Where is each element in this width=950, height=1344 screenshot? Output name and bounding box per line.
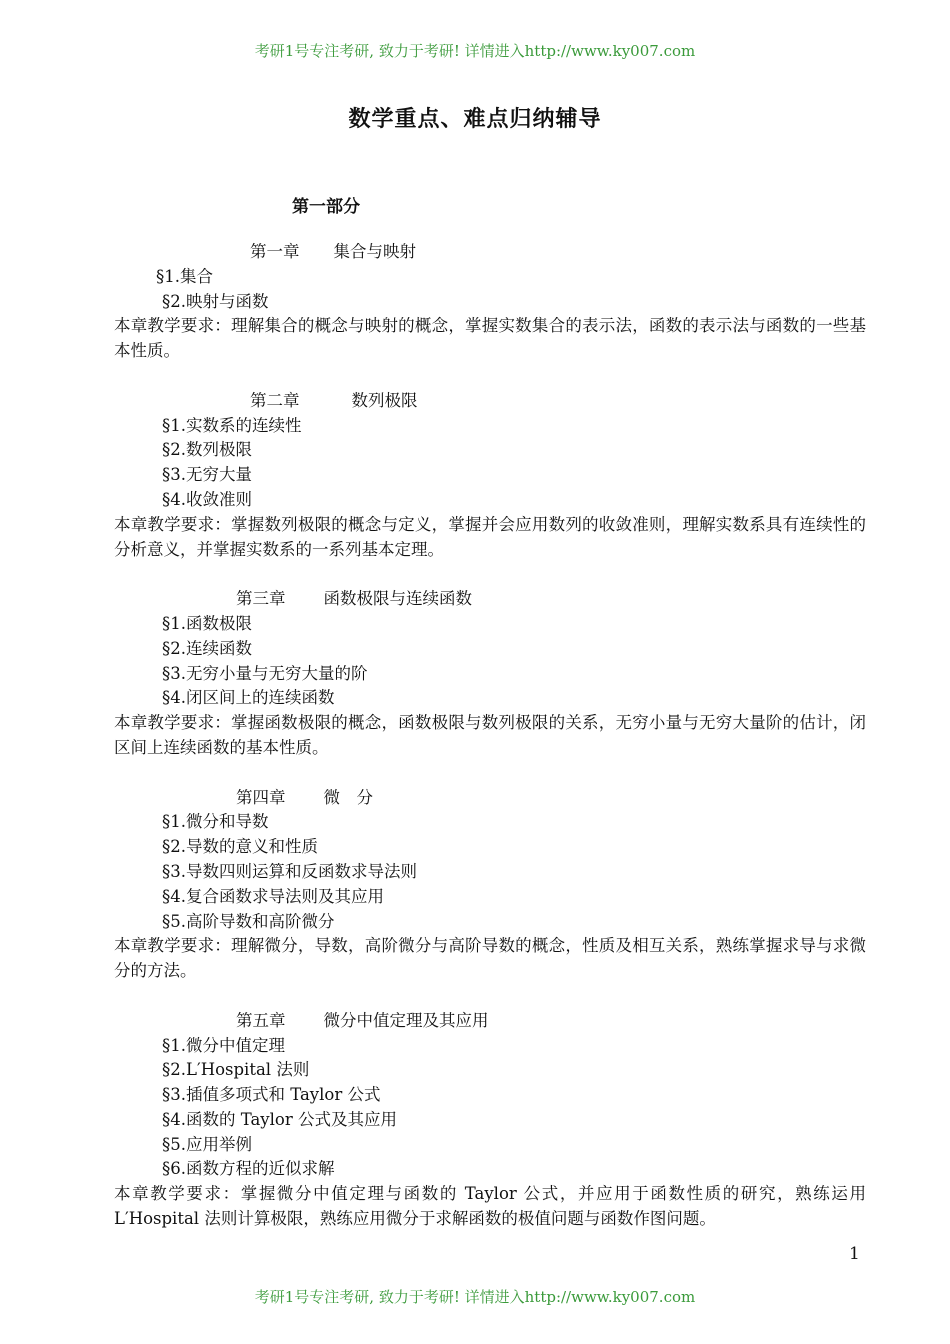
- section-item: §3.无穷小量与无穷大量的阶: [162, 663, 368, 683]
- chapter-heading: [114, 1009, 866, 1034]
- chapter-number: 第三章: [236, 589, 286, 609]
- chapter-heading: [114, 389, 866, 414]
- chapter-name: 函数极限与连续函数: [323, 589, 472, 609]
- chapter-requirement: 本章教学要求：掌握数列极限的概念与定义，掌握并会应用数列的收敛准则，理解实数系具有连续性的分析意义，并掌握实数系的一系列基本定理。: [114, 514, 866, 559]
- section-item: §1.微分和导数: [162, 812, 269, 832]
- section-item: §6.函数方程的近似求解: [162, 1159, 335, 1179]
- section-item: §2.数列极限: [162, 440, 252, 460]
- chapter-requirement: 本章教学要求：掌握函数极限的概念，函数极限与数列极限的关系，无穷小量与无穷大量阶的估计，闭区间上连续函数的基本性质。: [114, 713, 866, 757]
- chapter-2: [114, 389, 866, 563]
- chapter-heading: [114, 786, 866, 811]
- section-item: §1.集合: [156, 266, 213, 286]
- section-item: §2.映射与函数: [162, 291, 269, 311]
- section-item: §2.导数的意义和性质: [162, 837, 318, 857]
- chapter-1: [114, 240, 866, 364]
- section-item: §4.复合函数求导法则及其应用: [162, 886, 384, 906]
- chapter-name: 数列极限: [351, 390, 418, 410]
- section-item: §2.连续函数: [162, 638, 252, 658]
- section-item: §2.L′Hospital 法则: [162, 1060, 310, 1080]
- chapter-requirement: 本章教学要求：理解微分，导数，高阶微分与高阶导数的概念，性质及相互关系，熟练掌握求导与求微分的方法。: [114, 936, 866, 981]
- chapter-requirement: 本章教学要求：掌握微分中值定理与函数的 Taylor 公式，并应用于函数性质的研究，熟练运用 L′Hospital 法则计算极限，熟练应用微分于求解函数的极值问题与函数作图问题。: [114, 1184, 866, 1229]
- chapter-number: 第五章: [236, 1010, 286, 1030]
- chapter-name: 微 分: [323, 787, 373, 807]
- page-number: 1: [849, 1244, 860, 1264]
- chapter-number: 第二章: [250, 390, 300, 410]
- chapter-heading: [114, 587, 866, 612]
- section-item: §4.函数的 Taylor 公式及其应用: [162, 1109, 397, 1129]
- section-item: §1.函数极限: [162, 613, 252, 633]
- chapter-requirement: 本章教学要求：理解集合的概念与映射的概念，掌握实数集合的表示法，函数的表示法与函数的一些基本性质。: [114, 316, 866, 361]
- section-list: [114, 414, 866, 513]
- section-item: §3.插值多项式和 Taylor 公式: [162, 1085, 381, 1105]
- chapter-3: [114, 587, 866, 761]
- section-item: §5.应用举例: [162, 1134, 252, 1154]
- document-title: 数学重点、难点归纳辅导: [348, 106, 602, 132]
- section-item: §3.无穷大量: [162, 465, 252, 485]
- section-item: §4.收敛准则: [162, 489, 252, 509]
- footer-banner: 考研1号专注考研, 致力于考研! 详情进入http://www.ky007.com: [254, 1288, 696, 1306]
- chapter-5: [114, 1009, 866, 1232]
- chapter-name: 集合与映射: [333, 242, 416, 261]
- chapter-number: 第四章: [236, 787, 286, 807]
- chapter-4: [114, 786, 866, 984]
- section-list: [114, 265, 866, 315]
- section-list: [114, 1034, 866, 1183]
- document-body: [114, 240, 866, 1232]
- chapter-name: 微分中值定理及其应用: [323, 1010, 489, 1030]
- section-item: §4.闭区间上的连续函数: [162, 688, 335, 708]
- part-title: 第一部分: [292, 197, 360, 217]
- section-item: §3.导数四则运算和反函数求导法则: [162, 861, 417, 881]
- chapter-heading: [114, 240, 866, 265]
- section-list: [114, 810, 866, 934]
- section-item: §1.微分中值定理: [162, 1035, 285, 1055]
- section-item: §1.实数系的连续性: [162, 415, 302, 435]
- chapter-number: 第一章: [250, 242, 300, 261]
- section-list: [114, 612, 866, 711]
- header-banner: 考研1号专注考研, 致力于考研! 详情进入http://www.ky007.com: [254, 42, 696, 60]
- section-item: §5.高阶导数和高阶微分: [162, 911, 335, 931]
